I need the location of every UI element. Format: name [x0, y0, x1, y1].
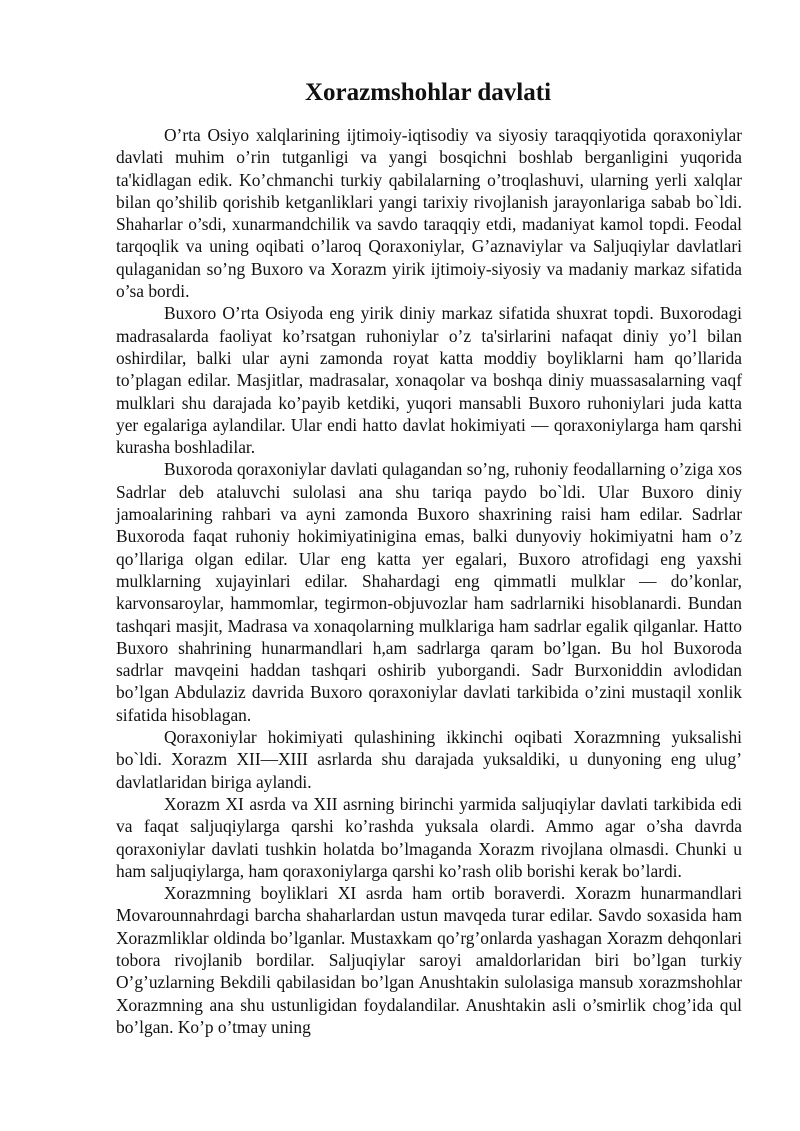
document-title: Xorazmshohlar davlati — [304, 79, 552, 106]
paragraph: Qoraxoniylar hokimiyati qulashining ikkinchi oqibati Xorazmning yuksalishi bo`ldi. Xorazm XII—XIII asrlarda shu darajada yuksaldiki, u dunyoning eng ulug’ davlatlaridan biriga aylandi. — [116, 727, 742, 792]
paragraph: O’rta Osiyo xalqlarining ijtimoiy-iqtisodiy va siyosiy taraqqiyotida qoraxoniylar davlati muhim o’rin tutganligi va yangi bosqichni boshlab berganligini yuqorida ta'kidlagan edik. Ko’chmanchi turkiy qabilalarning o’troqlashuvi, ularning yerli xalqlar bilan qo’shilib qorishib ketganliklari yangi tarixiy rivojlanish jarayonlariga sabab bo`ldi. Shaharlar o’sdi, xunarmandchilik va savdo taraqqiy etdi, madaniyat kamol topdi. Feodal tarqoqlik va uning oqibati o’laroq Qoraxoniylar, G’aznaviylar va Saljuqiylar davlatlari qulaganidan so’ng Buxoro va Xorazm yirik ijtimoiy-siyosiy va madaniy markaz sifatida o’sa bordi. — [116, 125, 742, 302]
paragraph: Buxoro O’rta Osiyoda eng yirik diniy markaz sifatida shuxrat topdi. Buxorodagi madrasalarda faoliyat ko’rsatgan ruhoniylar o’z ta'sirlarini nafaqat diniy yo’l bilan oshirdilar, balki ular ayni zamonda royat katta moddiy boyliklarni ham qo’llarida to’plagan edilar. Masjitlar, madrasalar, xonaqolar va boshqa diniy muassasalarning vaqf mulklari shu darajada ko’payib ketdiki, yuqori mansabli Buxoro ruhoniylari juda katta yer egalariga aylandilar. Ular endi hatto davlat hokimiyati — qoraxoniylarga ham qarshi kurasha boshladilar. — [116, 303, 742, 458]
paragraph: Xorazm XI asrda va XII asrning birinchi yarmida saljuqiylar davlati tarkibida edi va faqat saljuqiylarga qarshi ko’rashda yuksala olardi. Ammo agar o’sha davrda qoraxoniylar davlati tushkin holatda bo’lmaganda Xorazm rivojlana olmasdi. Chunki u ham saljuqiylarga, ham qoraxoniylarga qarshi ko’rash olib borishi kerak bo’lardi. — [116, 793, 742, 881]
paragraph: Xorazmning boyliklari XI asrda ham ortib boraverdi. Xorazm hunarmandlari Movarounnahrdagi barcha shaharlardan ustun mavqeda turar edilar. Savdo soxasida ham Xorazmliklar oldinda bo’lganlar. Mustaxkam qo’rg’onlarda yashagan Xorazm dehqonlari tobora rivojlanib bordilar. Saljuqiylar saroyi amaldorlaridan biri bo’lgan turkiy O’g’uzlarning Bekdili qabilasidan bo’lgan Anushtakin sulolasiga mansub xorazmshohlar Xorazmning ana shu ustunligidan foydalandilar. Anushtakin asli o’smirlik chog’ida qul bo’lgan. Ko’p o’tmay uning — [116, 883, 742, 1037]
document-body — [116, 124, 742, 1038]
paragraph: Buxoroda qoraxoniylar davlati qulagandan so’ng, ruhoniy feodallarning o’ziga xos Sadrlar deb ataluvchi sulolasi ana shu tariqa paydo bo`ldi. Ular Buxoro diniy jamoalarining rahbari va ayni zamonda Buxoro shaxrining raisi ham edilar. Sadrlar Buxoroda faqat ruhoniy hokimiyatinigina emas, balki dunyoviy hokimiyatni ham o’z qo’llariga olgan edilar. Ular eng katta yer egalari, Buxoro atrofidagi eng yaxshi mulklarning xujayinlari edilar. Shahardagi eng qimmatli mulklar — do’konlar, karvonsaroylar, hammomlar, tegirmon-objuvozlar ham sadrlarniki hisoblanardi. Bundan tashqari masjit, Madrasa va xonaqolarning mulklariga ham sadrlar egalik qilganlar. Hatto Buxoro shahrining hunarmandlari h,am sadrlarga qaram bo’lgan. Bu hol Buxoroda sadrlar mavqeini haddan tashqari oshirib yuborgandi. Sadr Burxoniddin avlodidan bo’lgan Abdulaziz davrida Buxoro qoraxoniylar davlati tarkibida o’zini mustaqil xonlik sifatida hisoblagan. — [116, 459, 742, 725]
